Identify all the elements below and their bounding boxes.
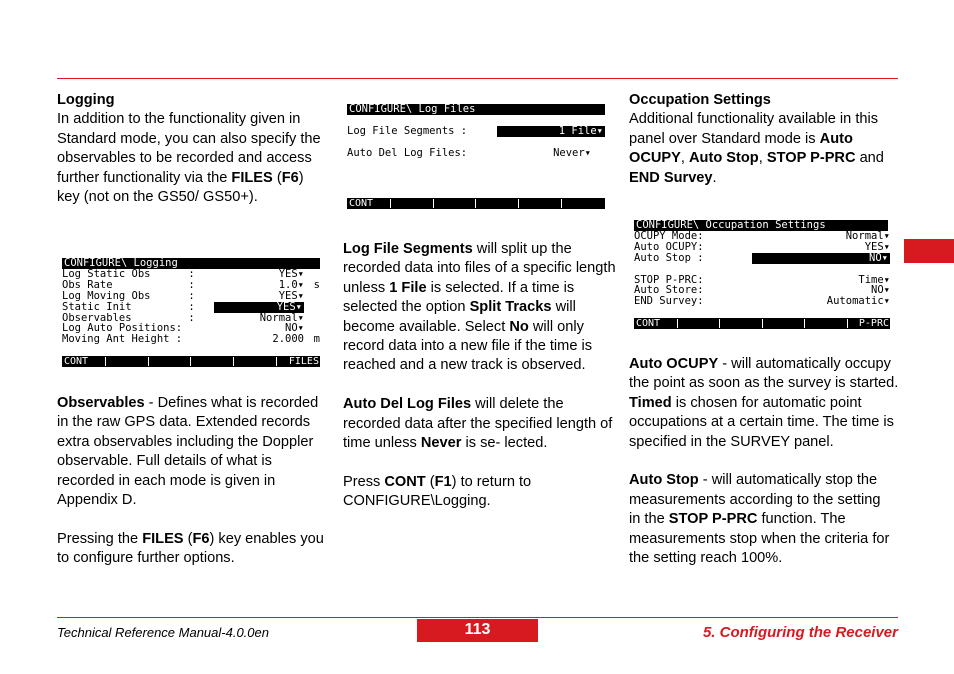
cont-key[interactable]: CONT xyxy=(348,199,391,208)
press-cont-paragraph: Press CONT (F1) to return to CONFIGURE\Logging. xyxy=(343,473,532,510)
setting-row[interactable]: Auto Del Log Files: Never▾ xyxy=(347,146,591,159)
auto-del-paragraph: Auto Del Log Files will delete the recorded data after the specified length of time unless Never is se- lected. xyxy=(343,396,613,452)
f6-key[interactable] xyxy=(562,199,604,208)
auto-stop-paragraph: Auto Stop - will automatically stop the measurements according to the setting in the STOP P-PRC function. The measurements stop when the criteria for the setting reach 100%. xyxy=(629,472,890,567)
manual-title: Technical Reference Manual-4.0.0en xyxy=(57,625,269,640)
function-key-bar xyxy=(62,356,320,367)
f2-key[interactable] xyxy=(106,357,149,366)
cont-key[interactable]: CONT xyxy=(63,357,106,366)
column-occupation-lower xyxy=(629,355,904,568)
setting-row[interactable]: Auto Store: NO▾ xyxy=(634,284,890,297)
f5-key[interactable] xyxy=(519,199,562,208)
f5-key[interactable] xyxy=(234,357,277,366)
setting-row[interactable]: END Survey: Automatic▾ xyxy=(634,295,890,308)
files-key[interactable]: FILES xyxy=(277,357,319,366)
page-number: 113 xyxy=(417,619,538,642)
f4-key[interactable] xyxy=(763,319,806,328)
column-logging xyxy=(57,91,327,207)
setting-row[interactable]: Log Static Obs : YES▾ xyxy=(62,268,304,280)
screen-title: CONFIGURE\ Log Files xyxy=(347,104,605,115)
screen-title: CONFIGURE\ Occupation Settings xyxy=(634,220,888,231)
bottom-rule xyxy=(57,617,898,618)
f3-key[interactable] xyxy=(149,357,192,366)
setting-row[interactable]: Auto OCUPY: YES▾ xyxy=(634,240,890,253)
auto-ocupy-paragraph: Auto OCUPY - will automatically occupy the point as soon as the survey is started. Timed is chosen for automatic point occupations at a certain time. The time is specified in the SURVEY panel. xyxy=(629,356,899,450)
column-occupation xyxy=(629,91,904,188)
occupation-intro: Additional functionality available in this panel over Standard mode is Auto OCUPY, Auto Stop, STOP P-PRC and END Survey. xyxy=(629,111,884,186)
pressing-files-paragraph: Pressing the FILES (F6) key enables you to configure further options. xyxy=(57,530,324,567)
setting-row-selected[interactable]: Static Init : YES▾ xyxy=(62,300,302,313)
log-file-segments-paragraph: Log File Segments will split up the recorded data into files of a specific length unless 1 File is selected. If a time is selected the option Split Tracks will become available. Select No will only record data into a new file if the time is reached and a new track is observed. xyxy=(343,241,616,374)
log-files-screen xyxy=(347,104,605,209)
function-key-bar xyxy=(634,318,890,329)
f3-key[interactable] xyxy=(434,199,477,208)
top-rule xyxy=(57,78,898,79)
column-log-files xyxy=(343,240,618,512)
setting-row[interactable]: Log Auto Positions: NO▾ xyxy=(62,322,304,335)
cont-key[interactable]: CONT xyxy=(635,319,678,328)
f2-key[interactable] xyxy=(678,319,721,328)
f2-key[interactable] xyxy=(391,199,434,208)
setting-row[interactable]: Moving Ant Height : 2.000 m xyxy=(62,333,320,346)
setting-row[interactable]: Log Moving Obs : YES▾ xyxy=(62,289,304,302)
logging-screen xyxy=(62,258,320,367)
setting-row-selected[interactable]: Auto Stop : NO▾ xyxy=(634,251,888,264)
chapter-title: 5. Configuring the Receiver xyxy=(702,624,898,641)
occupation-heading: Occupation Settings xyxy=(629,92,771,108)
setting-row[interactable]: Obs Rate : 1.0▾ s xyxy=(62,278,320,291)
logging-heading: Logging xyxy=(57,92,115,108)
setting-row-selected[interactable]: Log File Segments : 1 File▾ xyxy=(347,124,603,137)
column-logging-lower xyxy=(57,394,327,569)
setting-row[interactable]: OCUPY Mode: Normal▾ xyxy=(634,230,890,242)
function-key-bar xyxy=(347,198,605,209)
observables-paragraph: Observables - Defines what is recorded in the raw GPS data. Extended records extra observables including the Doppler observable. Full details of what is recorded in each mode is given in Appendix D. xyxy=(57,395,319,509)
f3-key[interactable] xyxy=(720,319,763,328)
occupation-screen xyxy=(634,220,890,329)
p-prc-key[interactable]: P-PRC xyxy=(848,319,890,328)
screen-title: CONFIGURE\ Logging xyxy=(62,258,320,269)
setting-row[interactable]: STOP P-PRC: Time▾ xyxy=(634,273,890,286)
f4-key[interactable] xyxy=(191,357,234,366)
setting-row[interactable]: Observables : Normal▾ xyxy=(62,311,304,324)
f5-key[interactable] xyxy=(805,319,848,328)
chapter-side-tab xyxy=(904,239,954,263)
f4-key[interactable] xyxy=(476,199,519,208)
logging-intro: In addition to the functionality given in Standard mode, you can also specify the observables to be recorded and access further functionality via the FILES (F6) key (not on the GS50/ GS50+). xyxy=(57,111,321,206)
